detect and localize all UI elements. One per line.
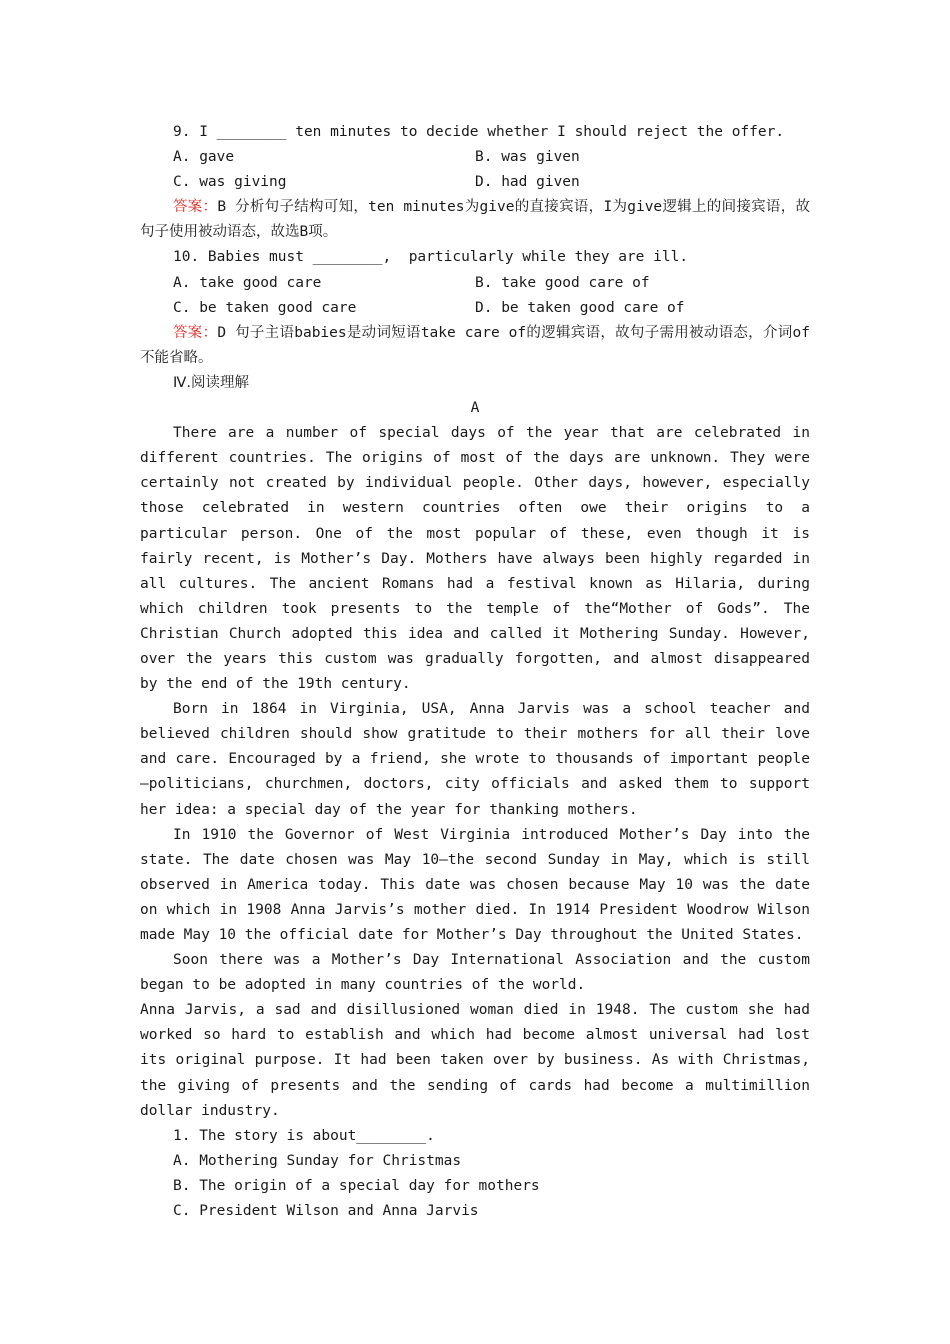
q9-option-c: C. was giving xyxy=(173,174,287,191)
q9-stem: 9. I ________ ten minutes to decide whether I should reject the offer. xyxy=(173,124,785,140)
q9-answer-text: B 分析句子结构可知，ten minutes为give的直接宾语，I为give逻辑上的间接宾语，故句子使用被动语态，故选B项。 xyxy=(140,199,810,241)
document-page xyxy=(140,120,810,1224)
q10-answer xyxy=(140,321,810,371)
q1-option-a: A. Mothering Sunday for Christmas xyxy=(173,1152,462,1169)
q10-answer-text: D 句子主语babies是动词短语take care of的逻辑宾语，故句子需用被动语态，介词of不能省略。 xyxy=(140,324,810,366)
passage-paragraph-1: There are a number of special days of the year that are celebrated in different countries. The origins of most of the days are unknown. They were certainly not created by individual people. Other days, however, especially those celebrated in western countries often owe their origins to a particular person. One of the most popular of these, even though it is fairly recent, is Mother’s Day. Mothers have always been highly regarded in all cultures. The ancient Romans had a festival known as Hilaria, during which children took presents to the temple of the“Mother of Gods”. The Christian Church adopted this idea and called it Mothering Sunday. However, over the years this custom was gradually forgotten, and almost disappeared by the end of the 19th century. xyxy=(140,425,810,693)
q1-option-c: C. President Wilson and Anna Jarvis xyxy=(173,1203,479,1220)
section-title: Ⅳ.阅读理解 xyxy=(173,374,249,391)
q9-options-row1 xyxy=(140,145,810,170)
q10-answer-label: 答案： xyxy=(173,324,218,341)
q10-option-c: C. be taken good care xyxy=(173,299,357,316)
passage-paragraph-4: Soon there was a Mother’s Day International Association and the custom began to be adopted in many countries of the world. xyxy=(140,952,810,994)
q1-stem: 1. The story is about________. xyxy=(173,1127,435,1144)
q9-option-b: B. was given xyxy=(475,149,580,166)
q10-options-row2 xyxy=(140,296,810,321)
q10-option-d: D. be taken good care of xyxy=(475,299,685,316)
q9-answer-label: 答案： xyxy=(173,199,218,216)
q9-answer xyxy=(140,195,810,245)
q9-options-row2 xyxy=(140,170,810,195)
q9-option-a: A. gave xyxy=(173,149,235,166)
passage-paragraph-3: In 1910 the Governor of West Virginia introduced Mother’s Day into the state. The date chosen was May 10—the second Sunday in May, which is still observed in America today. This date was chosen because May 10 was the date on which in 1908 Anna Jarvis’s mother died. In 1914 President Woodrow Wilson made May 10 the official date for Mother’s Day throughout the United States. xyxy=(140,826,810,943)
passage-paragraph-5: Anna Jarvis, a sad and disillusioned woman died in 1948. The custom she had worked so hard to establish and which had become almost universal had lost its original purpose. It had been taken over by business. As with Christmas, the giving of presents and the sending of cards had become a multimillion dollar industry. xyxy=(140,1002,810,1119)
q10-option-a: A. take good care xyxy=(173,274,322,291)
q10-options-row1 xyxy=(140,271,810,296)
passage-label: A xyxy=(470,400,480,417)
q9-option-d: D. had given xyxy=(475,174,580,191)
q10-stem: 10. Babies must ________, particularly while they are ill. xyxy=(173,249,689,266)
q10-option-b: B. take good care of xyxy=(475,274,650,291)
passage-paragraph-2: Born in 1864 in Virginia, USA, Anna Jarvis was a school teacher and believed children should show gratitude to their mothers for all their love and care. Encouraged by a friend, she wrote to thousands of important people—politicians, churchmen, doctors, city officials and asked them to support her idea: a special day of the year for thanking mothers. xyxy=(140,701,810,818)
q1-option-b: B. The origin of a special day for mothers xyxy=(173,1177,540,1194)
